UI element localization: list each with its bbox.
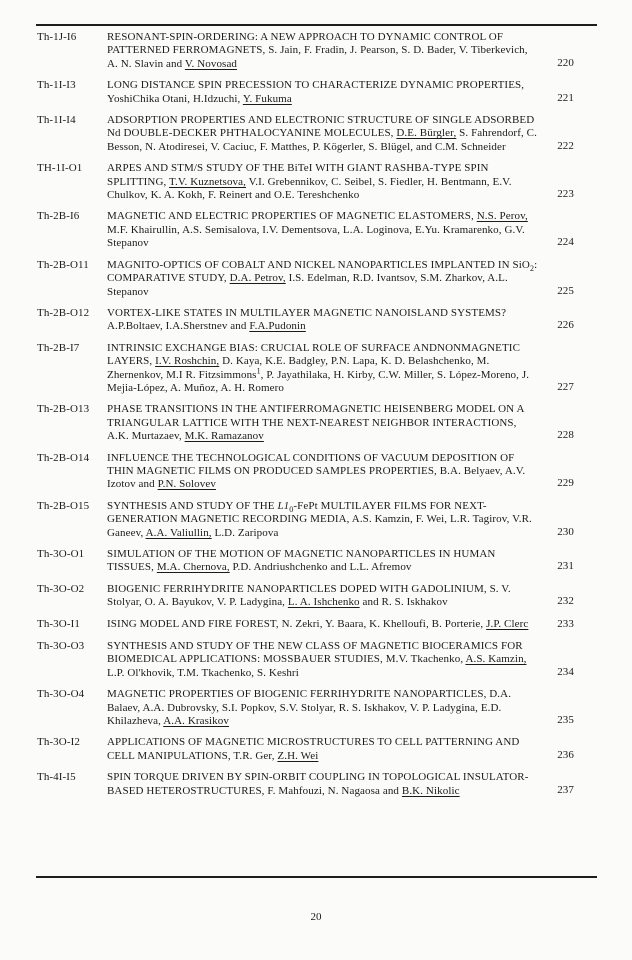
entry-page-number: 228 bbox=[557, 429, 574, 442]
entry-page-number: 231 bbox=[557, 560, 574, 573]
entry-title-authors: VORTEX-LIKE STATES IN MULTILAYER MAGNETIC NANOISLAND SYSTEMS? A.P.Boltaev, I.A.Sherstnev and F.A.Pudonin bbox=[107, 306, 507, 333]
entry-title-authors: SYNTHESIS AND STUDY OF THE NEW CLASS OF MAGNETIC BIOCERAMICS FOR BIOMEDICAL APPLICATIONS: MOSSBAUER STUDIES, M.V. Tkachenko, A.S. Kamzin, L.P. Ol'khovik, T.M. Tkachenko, S. Keshri bbox=[107, 640, 527, 679]
entry-title-authors: ADSORPTION PROPERTIES AND ELECTRONIC STRUCTURE OF SINGLE ADSORBED Nd DOUBLE-DECKER PHTHALOCYANINE MOLECULES, D.E. Bürgler, S. Fahrendorf, C. Besson, N. Atodiresei, V. Caciuc, F. Matthes, P. Kögerler, S. Blügel, and C.M. Schneider bbox=[107, 114, 537, 153]
session-code: Th-1J-I6 bbox=[37, 31, 77, 43]
entry-title-authors: RESONANT-SPIN-ORDERING: A NEW APPROACH TO DYNAMIC CONTROL OF PATTERNED FERROMAGNETS, S. Jain, F. Fradin, J. Pearson, S. D. Bader, V. Tiberkevich, A. N. Slavin and V. Novosad bbox=[107, 31, 528, 70]
toc-entry bbox=[37, 548, 574, 575]
entry-page-number: 232 bbox=[557, 595, 574, 608]
session-code: Th-1I-I4 bbox=[37, 114, 76, 127]
entry-page-number: 229 bbox=[557, 477, 574, 490]
toc-entry bbox=[37, 31, 574, 71]
entry-title-authors: MAGNETIC PROPERTIES OF BIOGENIC FERRIHYDRITE NANOPARTICLES, D.A. Balaev, A.A. Dubrovsky, S.I. Popkov, S.V. Stolyar, R. S. Iskhakov, V. P. Ladygina, E.D. Khilazheva, A.A. Krasikov bbox=[107, 688, 512, 728]
session-code: Th-2B-O14 bbox=[37, 451, 90, 464]
session-code: Th-3O-I1 bbox=[37, 617, 80, 630]
entry-title-authors: BIOGENIC FERRIHYDRITE NANOPARTICLES DOPED WITH GADOLINIUM, S. V. Stolyar, O. A. Bayukov, V. P. Ladygina, L. A. Ishchenko and R. S. Iskhakov bbox=[107, 582, 511, 609]
toc-entry bbox=[37, 307, 574, 334]
toc-entry bbox=[37, 736, 574, 763]
entry-title-authors: PHASE TRANSITIONS IN THE ANTIFERROMAGNETIC HEISENBERG MODEL ON A TRIANGULAR LATTICE WITH THE NEXT-NEAREST NEIGHBOR INTERACTIONS, A.K. Murtazaev, M.K. Ramazanov bbox=[107, 403, 524, 443]
session-code: Th-2B-O12 bbox=[37, 306, 90, 319]
toc-entry bbox=[37, 259, 574, 299]
entry-title-authors: SYNTHESIS AND STUDY OF THE $L1_0$-FePt MULTILAYER FILMS FOR NEXT-GENERATION MAGNETIC RECORDING MEDIA, A.S. Kamzin, F. Wei, L.R. Tagirov, V.R. Ganeev, A.A. Valiullin, L.D. Zaripova bbox=[107, 499, 532, 539]
presenting-author: I.V. Roshchin, bbox=[155, 355, 220, 368]
session-code: Th-2B-O13 bbox=[37, 403, 90, 416]
presenting-author: M.A. Chernova, bbox=[156, 561, 230, 574]
session-code: Th-3O-O1 bbox=[37, 548, 85, 560]
footer-rule bbox=[36, 876, 597, 878]
toc-entry bbox=[37, 162, 574, 202]
entry-page-number: 220 bbox=[557, 56, 574, 69]
presenting-author: A.A. Krasikov bbox=[163, 715, 229, 728]
entry-page-number: 223 bbox=[557, 188, 574, 201]
entry-page-number: 233 bbox=[557, 617, 574, 630]
toc-entry bbox=[37, 114, 574, 154]
presenting-author: Y. Fukuma bbox=[242, 92, 292, 105]
entry-title-authors: INFLUENCE THE TECHNOLOGICAL CONDITIONS OF VACUUM DEPOSITION OF THIN MAGNETIC FILMS ON PRODUCED SAMPLES PROPERTIES, B.A. Belyaev, A.V. Izotov and P.N. Solovev bbox=[107, 451, 526, 491]
session-code: Th-3O-O4 bbox=[37, 688, 85, 701]
entry-title-authors: ARPES AND STM/S STUDY OF THE BiTeI WITH GIANT RASHBA-TYPE SPIN SPLITTING, T.V. Kuznetsova, V.I. Grebennikov, C. Seibel, S. Fiedler, H. Bentmann, E.V. Chulkov, K. A. Kokh, F. Reinert and O.E. Tereshchenko bbox=[107, 162, 512, 202]
toc-entry bbox=[37, 452, 574, 492]
presenting-author: A.S. Kamzin, bbox=[465, 653, 527, 666]
presenting-author: P.N. Solovev bbox=[157, 478, 216, 491]
entry-page-number: 234 bbox=[557, 665, 574, 678]
entry-title-authors: APPLICATIONS OF MAGNETIC MICROSTRUCTURES TO CELL PATTERNING AND CELL MANIPULATIONS, T.R. Ger, Z.H. Wei bbox=[107, 736, 520, 762]
session-code: Th-1I-I3 bbox=[37, 79, 76, 92]
session-code: Th-2B-O11 bbox=[37, 258, 89, 271]
toc-entry bbox=[37, 500, 574, 540]
toc-entry bbox=[37, 210, 574, 250]
toc-entry bbox=[37, 688, 574, 728]
toc-entry bbox=[37, 771, 574, 798]
presenting-author: A.A. Valiullin, bbox=[145, 526, 212, 539]
presenting-author: V. Novosad bbox=[184, 57, 238, 70]
presenting-author: L. A. Ishchenko bbox=[287, 596, 360, 609]
presenting-author: J.P. Clerc bbox=[486, 617, 529, 630]
presenting-author: F.A.Pudonin bbox=[249, 320, 306, 333]
header-rule bbox=[36, 24, 597, 26]
session-code: Th-2B-O15 bbox=[37, 499, 90, 512]
session-code: Th-3O-O3 bbox=[37, 640, 85, 653]
toc-entry bbox=[37, 640, 574, 680]
toc-entry bbox=[37, 342, 574, 396]
entry-page-number: 230 bbox=[557, 525, 574, 538]
entry-title-authors: LONG DISTANCE SPIN PRECESSION TO CHARACTERIZE DYNAMIC PROPERTIES, YoshiChika Otani, H.Idzuchi, Y. Fukuma bbox=[107, 79, 525, 105]
session-code: Th-4I-I5 bbox=[37, 771, 76, 784]
entry-page-number: 237 bbox=[557, 783, 574, 796]
entry-page-number: 222 bbox=[557, 139, 574, 152]
footer-page-number: 20 bbox=[310, 911, 322, 923]
entry-title-authors: MAGNETIC AND ELECTRIC PROPERTIES OF MAGNETIC ELASTOMERS, N.S. Perov, M.F. Khairullin, A.S. Semisalova, I.V. Dementsova, L.A. Loginova, E.Yu. Kramarenko, G.V. Stepanov bbox=[107, 210, 528, 250]
entry-title-authors: INTRINSIC EXCHANGE BIAS: CRUCIAL ROLE OF SURFACE ANDNONMAGNETIC LAYERS, I.V. Roshchin, D. Kaya, K.E. Badgley, P.N. Lapa, K. D. Belashchenko, M. Zhernenkov, M.I R. Fitzsimmons$^1$, P. Jayathilaka, H. Kirby, C.W. Miller, S. López-Moreno, J. Mejia-López, A. Muñoz, A. H. Romero bbox=[107, 341, 530, 394]
entry-title-authors: SPIN TORQUE DRIVEN BY SPIN-ORBIT COUPLING IN TOPOLOGICAL INSULATOR-BASED HETEROSTRUCTURES, F. Mahfouzi, N. Nagaosa and B.K. Nikolic bbox=[107, 771, 529, 797]
entry-page-number: 236 bbox=[557, 748, 574, 761]
toc-entry bbox=[37, 618, 574, 632]
entry-page-number: 221 bbox=[557, 91, 574, 104]
presenting-author: T.V. Kuznetsova, bbox=[169, 175, 246, 188]
session-code: Th-2B-I7 bbox=[37, 341, 80, 354]
presenting-author: D.A. Petrov, bbox=[229, 272, 286, 285]
entry-page-number: 235 bbox=[557, 714, 574, 727]
entry-page-number: 224 bbox=[557, 236, 574, 249]
session-code: Th-3O-I2 bbox=[37, 736, 80, 749]
presenting-author: Z.H. Wei bbox=[277, 749, 319, 762]
entry-title-authors: ISING MODEL AND FIRE FOREST, N. Zekri, Y. Baara, K. Khelloufi, B. Porterie, J.P. Clerc bbox=[107, 617, 529, 630]
entry-page-number: 225 bbox=[557, 284, 574, 297]
presenting-author: D.E. Bürgler, bbox=[396, 127, 457, 140]
entry-title-authors: MAGNITO-OPTICS OF COBALT AND NICKEL NANOPARTICLES IMPLANTED IN SiO$_2$: COMPARATIVE STUDY, D.A. Petrov, I.S. Edelman, R.D. Ivantsov, S.M. Zharkov, A.L. Stepanov bbox=[107, 258, 538, 298]
session-code: TH-1I-O1 bbox=[37, 162, 83, 175]
toc-list bbox=[37, 31, 574, 806]
entry-title-authors: SIMULATION OF THE MOTION OF MAGNETIC NANOPARTICLES IN HUMAN TISSUES, M.A. Chernova, P.D. Andriushchenko and L.L. Afremov bbox=[107, 548, 496, 574]
entry-page-number: 227 bbox=[557, 380, 574, 393]
presenting-author: M.K. Ramazanov bbox=[184, 430, 264, 443]
session-code: Th-2B-I6 bbox=[37, 210, 80, 223]
presenting-author: N.S. Perov, bbox=[476, 210, 528, 223]
toc-entry bbox=[37, 79, 574, 106]
session-code: Th-3O-O2 bbox=[37, 582, 85, 595]
toc-entry bbox=[37, 583, 574, 610]
entry-page-number: 226 bbox=[557, 319, 574, 332]
presenting-author: B.K. Nikolic bbox=[401, 784, 460, 797]
toc-entry bbox=[37, 403, 574, 443]
